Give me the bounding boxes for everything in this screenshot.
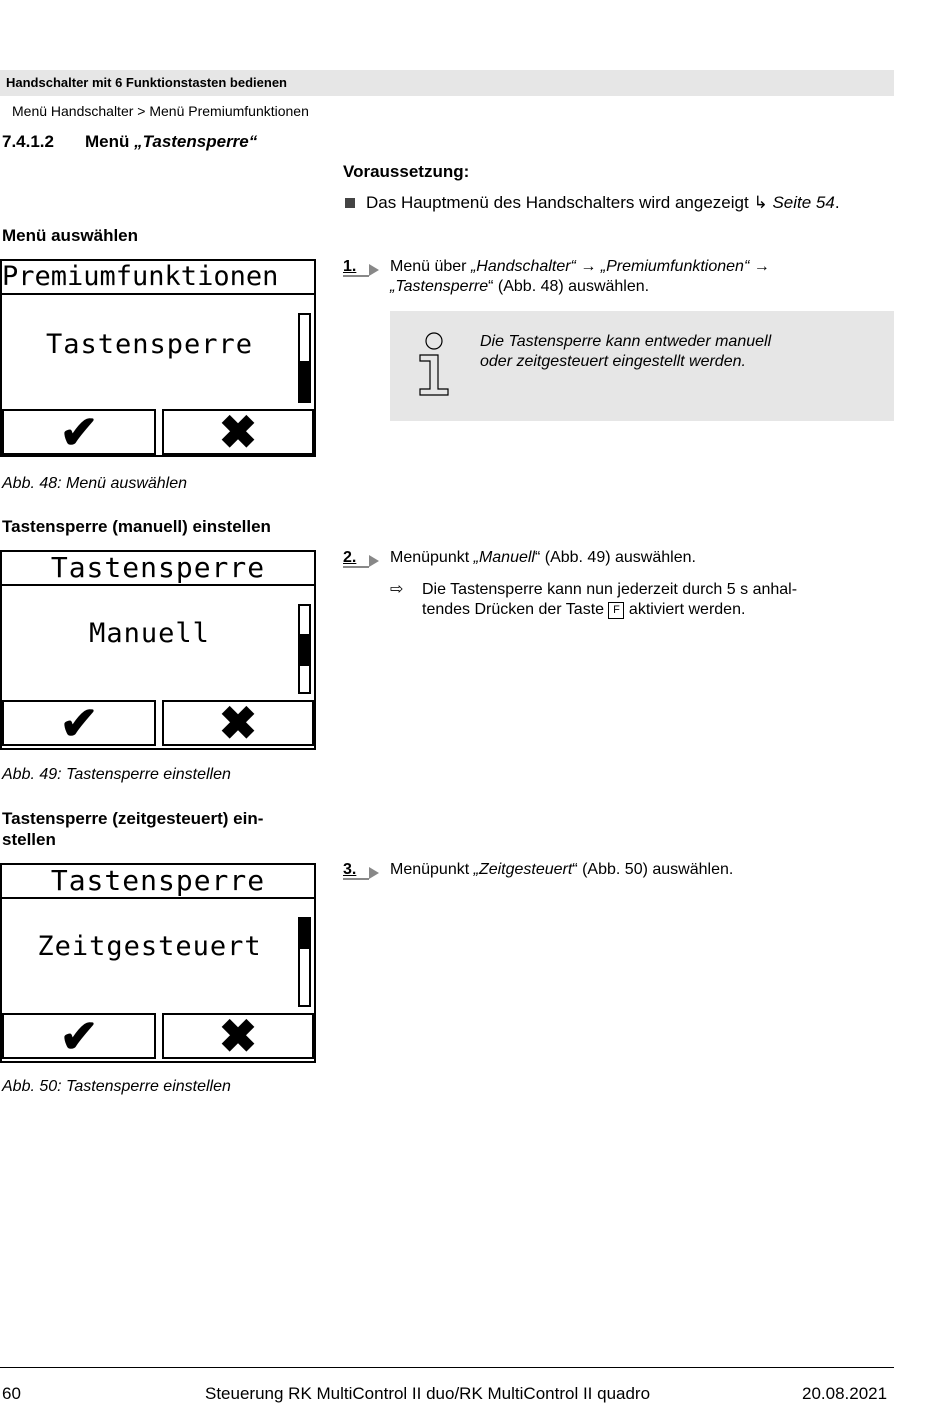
link-arrow-icon: ↳ — [753, 193, 768, 212]
footer-doc-title: Steuerung RK MultiControl II duo/RK MultiControl II quadro — [205, 1384, 651, 1403]
step-number-1: 1. — [343, 258, 357, 275]
step-3-text: Menüpunkt „Zeitgesteuert“ (Abb. 50) auswählen. — [390, 861, 734, 878]
step-1-text: Menü über „Handschalter“ → „Premiumfunktionen“ → „Tastensperre“ (Abb. 48) auswählen. — [390, 258, 770, 295]
footer-divider — [0, 1367, 894, 1368]
result-arrow-icon: ⇨ — [390, 581, 404, 598]
screen-title: Tastensperre — [2, 552, 314, 586]
scrollbar-thumb — [300, 634, 309, 666]
screen-scrollbar — [298, 604, 311, 694]
prerequisite-heading: Voraussetzung: — [343, 162, 470, 181]
step-underline — [343, 878, 369, 880]
header-bar-text: Handschalter mit 6 Funktionstasten bedienen — [6, 75, 287, 90]
step-underline — [343, 566, 369, 568]
screen-menu-item: Manuell — [89, 618, 210, 649]
confirm-check-button[interactable]: ✔ — [2, 1013, 156, 1059]
step-arrow-icon — [369, 867, 379, 879]
prerequisite-item: Das Hauptmenü des Handschalters wird angezeigt ↳ Seite 54. — [366, 193, 840, 212]
section-title-name: „Tastensperre“ — [134, 132, 258, 151]
info-icon — [416, 331, 452, 397]
footer-page-number: 60 — [2, 1384, 21, 1403]
step-2-result: Die Tastensperre kann nun jederzeit durch 5 s anhal- tendes Drücken der Taste F aktiviert werden. — [422, 581, 798, 618]
screen-menu-item: Tastensperre — [45, 329, 254, 360]
side-heading-menu-select: Menü auswählen — [2, 226, 139, 245]
figure-caption-50: Abb. 50: Tastensperre einstellen — [2, 1078, 231, 1095]
cancel-x-button[interactable]: ✖ — [162, 1013, 314, 1059]
step-arrow-icon — [369, 264, 379, 276]
confirm-check-button[interactable]: ✔ — [2, 409, 156, 455]
handset-screen-premiumfunktionen — [0, 259, 316, 457]
confirm-check-button[interactable]: ✔ — [2, 700, 156, 746]
side-heading-timed: Tastensperre (zeitgesteuert) ein- stellen — [2, 809, 264, 849]
scrollbar-thumb — [300, 361, 309, 401]
footer-date: 20.08.2021 — [802, 1384, 888, 1403]
header-bar — [0, 70, 894, 96]
figure-caption-49: Abb. 49: Tastensperre einstellen — [2, 766, 231, 783]
screen-scrollbar — [298, 917, 311, 1007]
screen-menu-item: Zeitgesteuert — [37, 931, 262, 962]
section-title: Menü „Tastensperre“ — [85, 132, 258, 151]
key-f-icon: F — [608, 602, 624, 619]
screen-title: Premiumfunktionen — [2, 261, 314, 295]
note-text: Die Tastensperre kann entweder manuell oder zeitgesteuert eingestellt werden. — [480, 333, 772, 370]
step-number-2: 2. — [343, 549, 357, 566]
figure-caption-48: Abb. 48: Menü auswählen — [2, 475, 188, 492]
cancel-x-button[interactable]: ✖ — [162, 409, 314, 455]
screen-title: Tastensperre — [2, 865, 314, 899]
step-arrow-icon — [369, 555, 379, 567]
section-number: 7.4.1.2 — [2, 132, 54, 151]
cancel-x-button[interactable]: ✖ — [162, 700, 314, 746]
screen-scrollbar — [298, 313, 311, 403]
info-note-box — [390, 311, 894, 421]
step-underline — [343, 275, 369, 277]
bullet-square-icon — [345, 198, 355, 208]
side-heading-manual: Tastensperre (manuell) einstellen — [2, 517, 271, 536]
step-number-3: 3. — [343, 861, 357, 878]
handset-screen-manuell — [0, 550, 316, 750]
handset-screen-zeitgesteuert — [0, 863, 316, 1063]
page-link[interactable]: Seite 54 — [772, 193, 835, 212]
scrollbar-thumb — [300, 919, 309, 949]
step-2-text: Menüpunkt „Manuell“ (Abb. 49) auswählen. — [390, 549, 696, 566]
breadcrumb: Menü Handschalter > Menü Premiumfunktionen — [12, 103, 309, 119]
